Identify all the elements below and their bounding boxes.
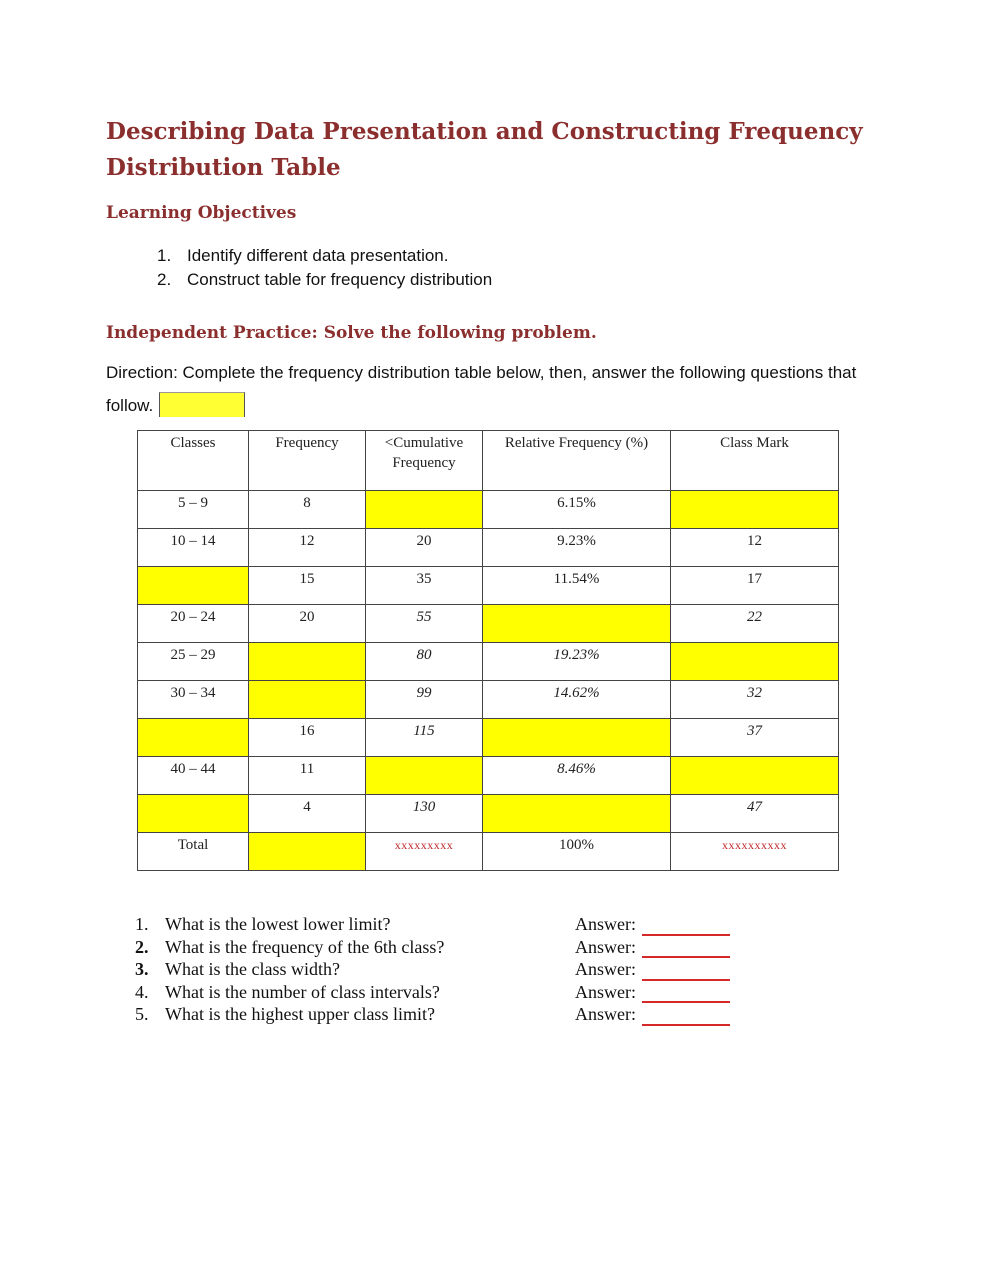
answer-blank[interactable]: [642, 942, 730, 958]
objectives-list: [157, 244, 492, 292]
cell-classes: 5 – 9: [138, 491, 249, 529]
cell-classmark: 22: [671, 605, 839, 643]
direction-text: [106, 356, 906, 422]
cell-classmark-blank[interactable]: [671, 643, 839, 681]
question-number: 1.: [135, 914, 149, 934]
cell-classes: 30 – 34: [138, 681, 249, 719]
cell-classmark: 37: [671, 719, 839, 757]
practice-heading: Independent Practice: Solve the following problem.: [106, 323, 597, 343]
answer-label: Answer:: [575, 981, 636, 1002]
question-number: 3.: [135, 959, 149, 979]
objective-number: 2.: [157, 270, 172, 289]
cell-classes-blank[interactable]: [138, 567, 249, 605]
cell-cumulative: 115: [366, 719, 483, 757]
cell-total-label: Total: [138, 833, 249, 871]
objectives-heading: Learning Objectives: [106, 203, 297, 223]
cell-cumulative: 55: [366, 605, 483, 643]
cell-classmark: 17: [671, 567, 839, 605]
cell-classmark-blank[interactable]: [671, 757, 839, 795]
cell-total-classmark: xxxxxxxxxx: [671, 833, 839, 871]
question-number: 4.: [135, 981, 149, 1002]
header-classes: Classes: [138, 431, 249, 491]
cell-classes-blank[interactable]: [138, 719, 249, 757]
table-row: [138, 529, 839, 567]
question-number: 5.: [135, 1004, 149, 1024]
cell-relative: 14.62%: [483, 681, 671, 719]
header-cumulative-frequency: <Cumulative Frequency: [366, 431, 483, 491]
table-row: [138, 795, 839, 833]
inline-answer-box[interactable]: [159, 392, 245, 417]
question-text: What is the class width?: [165, 959, 340, 979]
question-item: [135, 1003, 444, 1026]
answer-label: Answer:: [575, 914, 636, 934]
frequency-table: [137, 430, 839, 871]
header-frequency: Frequency: [249, 431, 366, 491]
cell-cumulative: 80: [366, 643, 483, 681]
cell-classes: 40 – 44: [138, 757, 249, 795]
cell-classmark: 12: [671, 529, 839, 567]
cell-cumulative-blank[interactable]: [366, 757, 483, 795]
answer-row: [575, 958, 730, 981]
table-row: [138, 491, 839, 529]
cell-classmark: 47: [671, 795, 839, 833]
cell-cumulative: 20: [366, 529, 483, 567]
question-item: [135, 958, 444, 981]
cell-classes: 10 – 14: [138, 529, 249, 567]
page-title: Describing Data Presentation and Constructing Frequency Distribution Table: [106, 118, 863, 181]
question-item: [135, 913, 444, 936]
answer-blank[interactable]: [642, 965, 730, 981]
objective-item: [157, 268, 492, 292]
objective-text: Identify different data presentation.: [187, 246, 449, 265]
answer-label: Answer:: [575, 959, 636, 979]
question-item: [135, 936, 444, 959]
answer-row: [575, 981, 730, 1004]
cell-frequency: 12: [249, 529, 366, 567]
cell-total-frequency-blank[interactable]: [249, 833, 366, 871]
direction-label: Direction: Complete the frequency distribution table below, then, answer the following questions that follow.: [106, 363, 857, 415]
answer-blank[interactable]: [642, 920, 730, 936]
answer-row: [575, 913, 730, 936]
answers-list: [575, 913, 730, 1026]
cell-relative-blank[interactable]: [483, 795, 671, 833]
cell-total-relative: 100%: [483, 833, 671, 871]
objective-item: [157, 244, 492, 268]
cell-cumulative: 99: [366, 681, 483, 719]
cell-frequency: 15: [249, 567, 366, 605]
question-text: What is the lowest lower limit?: [165, 914, 391, 934]
table-row: [138, 681, 839, 719]
questions-list: [135, 913, 444, 1026]
cell-frequency-blank[interactable]: [249, 643, 366, 681]
cell-relative: 9.23%: [483, 529, 671, 567]
cell-frequency: 4: [249, 795, 366, 833]
table-row: [138, 719, 839, 757]
objective-number: 1.: [157, 246, 172, 265]
cell-relative: 6.15%: [483, 491, 671, 529]
cell-classmark-blank[interactable]: [671, 491, 839, 529]
cell-frequency-blank[interactable]: [249, 681, 366, 719]
answer-row: [575, 1003, 730, 1026]
cell-relative: 19.23%: [483, 643, 671, 681]
table-row: [138, 567, 839, 605]
cell-relative: 11.54%: [483, 567, 671, 605]
answer-label: Answer:: [575, 1004, 636, 1024]
cell-frequency: 20: [249, 605, 366, 643]
cell-classes-blank[interactable]: [138, 795, 249, 833]
cell-relative-blank[interactable]: [483, 605, 671, 643]
answer-blank[interactable]: [642, 987, 730, 1003]
question-text: What is the number of class intervals?: [165, 981, 440, 1002]
header-class-mark: Class Mark: [671, 431, 839, 491]
cell-frequency: 8: [249, 491, 366, 529]
question-text: What is the frequency of the 6th class?: [165, 936, 445, 957]
answer-blank[interactable]: [642, 1010, 730, 1026]
answer-label: Answer:: [575, 936, 636, 957]
cell-total-cumulative: xxxxxxxxx: [366, 833, 483, 871]
cell-relative-blank[interactable]: [483, 719, 671, 757]
cell-classmark: 32: [671, 681, 839, 719]
cell-frequency: 11: [249, 757, 366, 795]
cell-frequency: 16: [249, 719, 366, 757]
question-text: What is the highest upper class limit?: [165, 1004, 435, 1024]
cell-cumulative: 35: [366, 567, 483, 605]
objective-text: Construct table for frequency distribution: [187, 270, 493, 289]
answer-row: [575, 936, 730, 959]
table-row: [138, 757, 839, 795]
header-relative-frequency: Relative Frequency (%): [483, 431, 671, 491]
table-row: [138, 605, 839, 643]
table-header-row: [138, 431, 839, 491]
cell-cumulative: 130: [366, 795, 483, 833]
table-total-row: [138, 833, 839, 871]
cell-relative: 8.46%: [483, 757, 671, 795]
cell-classes: 20 – 24: [138, 605, 249, 643]
question-item: [135, 981, 444, 1004]
question-number: 2.: [135, 936, 149, 957]
table-row: [138, 643, 839, 681]
cell-classes: 25 – 29: [138, 643, 249, 681]
cell-cumulative-blank[interactable]: [366, 491, 483, 529]
